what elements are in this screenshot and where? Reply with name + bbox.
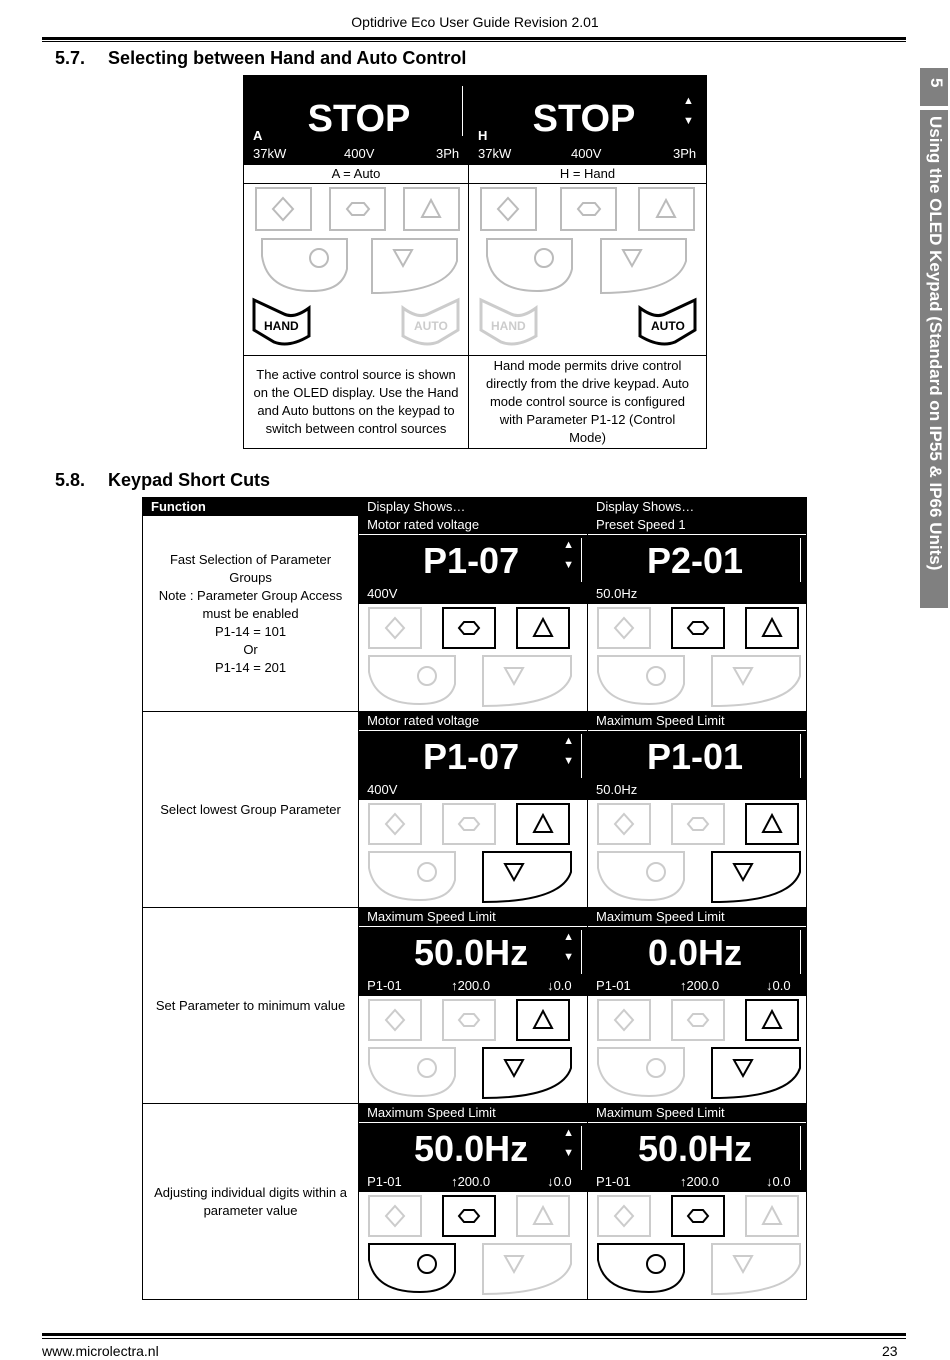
stop-icon — [647, 1255, 665, 1273]
display-voltage: 400V — [344, 146, 375, 161]
display-value: 50.0Hz — [414, 932, 529, 973]
display-bottom-mid: ↑200.0 — [451, 978, 491, 993]
oled-display — [244, 76, 468, 164]
section-5-7-heading — [55, 48, 466, 69]
navigate-button-icon — [672, 1000, 724, 1040]
chapter-number: 5 — [927, 78, 946, 88]
stop-icon — [418, 1059, 436, 1077]
down-button-icon — [372, 239, 457, 293]
display-value: 50.0Hz — [637, 1128, 753, 1169]
oled-display — [588, 516, 806, 604]
display-value: 0.0Hz — [648, 932, 743, 973]
display-bottom-left: P1-01 — [367, 1174, 402, 1189]
run-icon — [615, 618, 633, 638]
down-button-icon — [483, 852, 571, 902]
run-icon — [386, 814, 404, 834]
function-text: Fast Selection of Parameter Groups — [169, 551, 332, 585]
run-icon — [386, 618, 404, 638]
keypad-diagram — [359, 996, 585, 1100]
down-icon — [394, 250, 412, 266]
document-header: Optidrive Eco User Guide Revision 2.01 — [351, 14, 599, 30]
footer-rule-thin — [42, 1338, 906, 1339]
display-caption: Maximum Speed Limit — [367, 1105, 496, 1120]
down-icon — [734, 1060, 752, 1076]
navigate-button-icon — [443, 1196, 495, 1236]
display-cell — [359, 516, 588, 712]
run-icon — [615, 1010, 633, 1030]
shortcut-row — [143, 712, 807, 908]
keypad-diagram — [359, 604, 585, 708]
display-cell — [588, 1104, 807, 1300]
up-arrow-icon: ▲ — [563, 931, 574, 943]
display-value: P2-01 — [646, 540, 744, 581]
display-caption: Motor rated voltage — [367, 517, 480, 532]
hand-button-icon — [481, 300, 536, 344]
display-power: 37kW — [478, 146, 512, 161]
navigate-icon — [347, 203, 369, 215]
up-icon — [534, 619, 552, 636]
down-arrow-icon: ▼ — [563, 559, 574, 571]
navigate-button-icon — [672, 1196, 724, 1236]
run-icon — [386, 1010, 404, 1030]
down-button-icon — [483, 1048, 571, 1098]
function-text: P1-14 = 101 — [214, 623, 287, 639]
run-button-icon — [369, 1196, 421, 1236]
down-button-icon — [483, 1244, 571, 1294]
down-button-icon — [712, 1048, 800, 1098]
oled-display — [359, 908, 587, 996]
down-icon — [505, 668, 523, 684]
up-icon — [534, 1011, 552, 1028]
navigate-icon — [688, 1014, 708, 1026]
navigate-icon — [688, 1210, 708, 1222]
auto-display-cell — [244, 76, 469, 165]
hand-auto-table — [243, 75, 707, 449]
up-button-icon — [517, 1000, 569, 1040]
auto-button-icon — [640, 300, 695, 344]
function-text: Or — [243, 641, 258, 657]
auto-keypad-cell — [244, 184, 469, 356]
up-button-icon — [404, 188, 459, 230]
mode-indicator: A — [253, 128, 263, 143]
stop-icon — [647, 1059, 665, 1077]
section-title: Keypad Short Cuts — [108, 470, 271, 490]
down-arrow-icon: ▼ — [563, 951, 574, 963]
up-arrow-icon: ▲ — [563, 1127, 574, 1139]
function-text: Select lowest Group Parameter — [160, 801, 341, 817]
up-button-icon — [517, 804, 569, 844]
up-button-icon — [517, 608, 569, 648]
up-icon — [534, 815, 552, 832]
oled-display — [359, 712, 587, 800]
navigate-icon — [688, 622, 708, 634]
navigate-icon — [459, 1210, 479, 1222]
up-arrow-icon: ▲ — [563, 539, 574, 551]
up-icon — [422, 200, 440, 217]
navigate-button-icon — [443, 804, 495, 844]
svg-text:HAND: HAND — [264, 319, 299, 333]
down-arrow-icon: ▼ — [683, 115, 694, 127]
run-button-icon — [256, 188, 311, 230]
down-arrow-icon: ▼ — [563, 755, 574, 767]
shortcut-row — [143, 908, 807, 1104]
display-cell — [588, 712, 807, 908]
navigate-icon — [459, 818, 479, 830]
run-button-icon — [598, 1196, 650, 1236]
header-function: Function — [143, 498, 359, 516]
run-button-icon — [369, 1000, 421, 1040]
stop-icon — [310, 249, 328, 267]
display-cell — [359, 1104, 588, 1300]
up-button-icon — [746, 1000, 798, 1040]
up-icon — [763, 619, 781, 636]
function-cell — [143, 516, 359, 712]
stop-button-icon — [598, 1048, 684, 1096]
display-cell — [359, 908, 588, 1104]
hand-label: H = Hand — [469, 165, 707, 184]
stop-icon — [418, 667, 436, 685]
section-number: 5.7. — [55, 48, 86, 68]
display-bottom-left: P1-01 — [367, 978, 402, 993]
section-title: Selecting between Hand and Auto Control — [108, 48, 467, 68]
down-button-icon — [712, 1244, 800, 1294]
keypad-diagram — [588, 1192, 804, 1296]
display-bottom-mid: ↑200.0 — [451, 1174, 491, 1189]
navigate-button-icon — [443, 1000, 495, 1040]
display-value: P1-07 — [423, 540, 520, 581]
svg-text:HAND: HAND — [491, 319, 526, 333]
run-button-icon — [598, 804, 650, 844]
stop-button-icon — [598, 656, 684, 704]
display-caption: Maximum Speed Limit — [596, 909, 725, 924]
up-icon — [763, 815, 781, 832]
display-bottom-right: ↓0.0 — [547, 978, 572, 993]
function-cell — [143, 908, 359, 1104]
display-caption: Preset Speed 1 — [596, 517, 686, 532]
function-text: Set Parameter to minimum value — [155, 997, 346, 1013]
hand-button-icon — [254, 300, 309, 344]
keypad-diagram — [588, 996, 804, 1100]
mode-indicator: H — [478, 128, 488, 143]
up-button-icon — [746, 1196, 798, 1236]
keypad-diagram — [244, 184, 468, 350]
run-icon — [615, 1206, 633, 1226]
display-power: 37kW — [253, 146, 287, 161]
shortcut-row — [143, 516, 807, 712]
display-phase: 3Ph — [673, 146, 697, 161]
keypad-shortcuts-table — [142, 497, 807, 1300]
up-icon — [763, 1207, 781, 1224]
oled-display — [588, 712, 806, 800]
function-cell — [143, 1104, 359, 1300]
display-voltage: 400V — [571, 146, 602, 161]
function-cell — [143, 712, 359, 908]
display-bottom-mid: ↑200.0 — [680, 1174, 720, 1189]
up-arrow-icon: ▲ — [683, 95, 694, 107]
navigate-button-icon — [443, 608, 495, 648]
display-status: STOP — [532, 98, 636, 140]
down-arrow-icon: ▼ — [563, 1147, 574, 1159]
run-icon — [273, 198, 293, 220]
svg-text:AUTO: AUTO — [414, 319, 448, 333]
page-number: 23 — [882, 1343, 898, 1359]
up-button-icon — [517, 1196, 569, 1236]
run-icon — [386, 1206, 404, 1226]
auto-description: The active control source is shown on the OLED display. Use the Hand and Auto buttons on the keypad to switch between control sources — [244, 356, 469, 449]
stop-icon — [418, 863, 436, 881]
oled-display — [469, 76, 706, 164]
shortcut-row — [143, 1104, 807, 1300]
run-button-icon — [369, 608, 421, 648]
auto-button-icon — [403, 300, 458, 344]
navigate-icon — [688, 818, 708, 830]
stop-button-icon — [598, 1244, 684, 1292]
display-bottom-left: P1-01 — [596, 1174, 631, 1189]
display-bottom-right: ↓0.0 — [766, 1174, 791, 1189]
down-button-icon — [483, 656, 571, 706]
navigate-icon — [459, 622, 479, 634]
display-cell — [359, 712, 588, 908]
down-icon — [734, 668, 752, 684]
chapter-title-tab — [920, 110, 948, 608]
oled-display — [588, 1104, 806, 1192]
oled-display — [359, 1104, 587, 1192]
up-icon — [534, 1207, 552, 1224]
stop-button-icon — [262, 239, 347, 291]
run-button-icon — [598, 1000, 650, 1040]
header-display-2: Display Shows… — [588, 498, 807, 516]
up-arrow-icon: ▲ — [563, 735, 574, 747]
navigate-button-icon — [672, 608, 724, 648]
run-button-icon — [598, 608, 650, 648]
keypad-diagram — [359, 800, 585, 904]
hand-keypad-cell — [469, 184, 707, 356]
oled-display — [359, 516, 587, 604]
stop-icon — [418, 1255, 436, 1273]
display-bottom-left: 50.0Hz — [596, 586, 638, 601]
header-display-1: Display Shows… — [359, 498, 588, 516]
display-bottom-right: ↓0.0 — [547, 1174, 572, 1189]
header-rule-thin — [42, 41, 906, 42]
keypad-diagram — [588, 800, 804, 904]
function-text: P1-14 = 201 — [214, 659, 287, 675]
function-text: Note : Parameter Group Access must be enabled — [158, 587, 343, 621]
display-status: STOP — [307, 98, 411, 140]
display-caption: Maximum Speed Limit — [367, 909, 496, 924]
down-icon — [505, 1256, 523, 1272]
stop-button-icon — [369, 1244, 455, 1292]
display-bottom-right: ↓0.0 — [766, 978, 791, 993]
hand-display-cell — [469, 76, 707, 165]
display-phase: 3Ph — [436, 146, 460, 161]
down-icon — [505, 1060, 523, 1076]
stop-button-icon — [369, 1048, 455, 1096]
display-bottom-left: 400V — [367, 782, 398, 797]
keypad-diagram — [469, 184, 706, 350]
run-icon — [615, 814, 633, 834]
display-caption: Maximum Speed Limit — [596, 1105, 725, 1120]
up-button-icon — [746, 804, 798, 844]
stop-button-icon — [369, 656, 455, 704]
down-icon — [505, 864, 523, 880]
display-bottom-mid: ↑200.0 — [680, 978, 720, 993]
stop-icon — [647, 863, 665, 881]
display-bottom-left: 50.0Hz — [596, 782, 638, 797]
navigate-button-icon — [672, 804, 724, 844]
keypad-diagram — [588, 604, 804, 708]
display-caption: Motor rated voltage — [367, 713, 480, 728]
keypad-diagram — [359, 1192, 585, 1296]
svg-text:AUTO: AUTO — [651, 319, 685, 333]
display-value: 50.0Hz — [414, 1128, 529, 1169]
down-icon — [734, 1256, 752, 1272]
down-button-icon — [712, 852, 800, 902]
section-5-8-heading — [55, 470, 270, 491]
chapter-number-tab — [920, 68, 948, 106]
display-cell — [588, 908, 807, 1104]
up-button-icon — [746, 608, 798, 648]
run-button-icon — [369, 804, 421, 844]
section-number: 5.8. — [55, 470, 86, 490]
display-cell — [588, 516, 807, 712]
function-text: Adjusting individual digits within a parameter value — [154, 1184, 348, 1218]
chapter-title: Using the OLED Keypad (Standard on IP55 & IP66 Units) — [926, 116, 945, 571]
display-bottom-left: 400V — [367, 586, 398, 601]
footer-rule — [42, 1333, 906, 1336]
display-bottom-left: P1-01 — [596, 978, 631, 993]
stop-button-icon — [369, 852, 455, 900]
display-value: P1-07 — [423, 736, 520, 777]
down-icon — [734, 864, 752, 880]
down-button-icon — [712, 656, 800, 706]
display-value: P1-01 — [646, 736, 744, 777]
up-icon — [763, 1011, 781, 1028]
stop-icon — [647, 667, 665, 685]
display-caption: Maximum Speed Limit — [596, 713, 725, 728]
navigate-icon — [459, 1014, 479, 1026]
footer-website: www.microlectra.nl — [42, 1343, 159, 1359]
stop-button-icon — [598, 852, 684, 900]
hand-description: Hand mode permits drive control directly from the drive keypad. Auto mode control source is configured with Parameter P1-12 (Control Mode) — [469, 356, 707, 449]
header-rule — [42, 37, 906, 40]
navigate-button-icon — [330, 188, 385, 230]
auto-label: A = Auto — [244, 165, 469, 184]
oled-display — [588, 908, 806, 996]
